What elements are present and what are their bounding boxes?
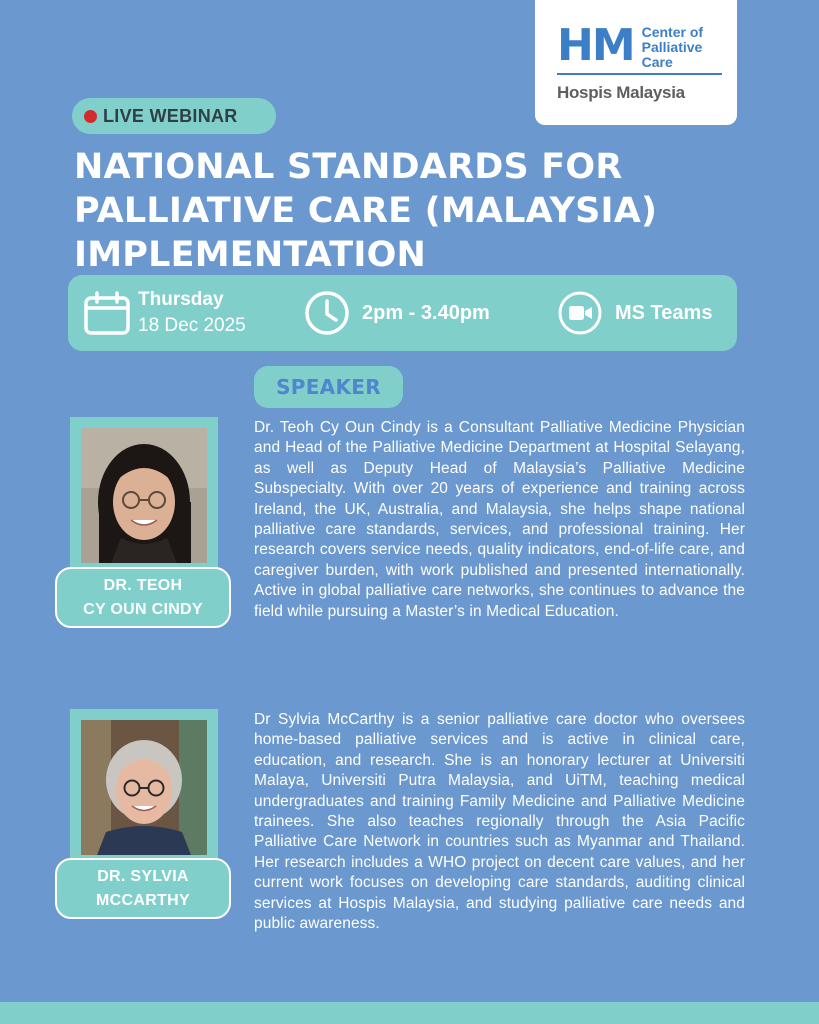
speaker-section-label: SPEAKER [254, 366, 403, 408]
bottom-strip [0, 1002, 819, 1024]
logo-card [535, 0, 737, 125]
event-platform-value: MS Teams [615, 301, 713, 324]
event-day: Thursday [138, 289, 224, 310]
logo-mark: HM [557, 20, 634, 71]
logo-divider [557, 73, 722, 75]
speaker-name-line2: MCCARTHY [96, 891, 190, 909]
event-date [84, 275, 246, 351]
live-dot-icon [84, 110, 97, 123]
speaker-name-badge [55, 858, 231, 919]
event-info-bar [68, 275, 737, 351]
logo-subtitle: Hospis Malaysia [557, 83, 685, 102]
video-camera-icon [557, 290, 603, 336]
event-time [304, 275, 490, 351]
speaker-bio: Dr. Teoh Cy Oun Cindy is a Consultant Palliative Medicine Physician and Head of the Palliative Medicine Department at Hospital Selayang, as well as Deputy Head of Malaysia’s Palliative Medicine Subspecialty. With over 20 years of experience and training across Ireland, the UK, Australia, and Malaysia, she helps shape national palliative care standards, services, and professional training. Her research covers service needs, quality indicators, end-of-life care, and caregiver burden, with work published and presented internationally. Active in global palliative care networks, she continues to advance the field while pursuing a Master’s in Medical Education. [254, 419, 745, 620]
logo-side-line3: Care [641, 54, 673, 70]
title-line-2: PALLIATIVE CARE (MALAYSIA) [74, 191, 658, 231]
speaker-portrait-illustration [81, 428, 207, 563]
logo-side-line1: Center of [641, 24, 704, 40]
event-platform [557, 275, 712, 351]
logo-row [557, 22, 723, 70]
speaker-photo-frame [70, 417, 218, 574]
speaker-name-line2: CY OUN CINDY [83, 600, 203, 618]
event-title [74, 145, 754, 277]
clock-icon [304, 290, 350, 336]
event-date-value: 18 Dec 2025 [138, 315, 246, 336]
speaker-bio: Dr Sylvia McCarthy is a senior palliative care doctor who oversees home-based palliative services and is active in clinical care, education, and research. She is an honorary lecturer at Universiti Malaya, Universiti Putra Malaysia, and UiTM, teaching medical undergraduates and training Family Medicine and Palliative Medicine trainees. She also teaches regionally through the Asia Pacific Palliative Care Network in countries such as Myanmar and Thailand. Her research includes a WHO project on decent care values, and her current work focuses on developing care standards, auditing clinical services at Hospis Malaysia, and studying palliative care needs and public awareness. [254, 711, 745, 933]
speaker-name-line1: DR. TEOH [103, 576, 183, 594]
logo-side-line2: Palliative [641, 39, 703, 55]
speaker-portrait-illustration [81, 720, 207, 855]
live-webinar-label: LIVE WEBINAR [103, 105, 238, 126]
calendar-icon [84, 291, 130, 335]
speaker-photo [81, 720, 207, 855]
speaker-name-badge [55, 567, 231, 628]
title-line-1: NATIONAL STANDARDS FOR [74, 147, 623, 187]
speaker-photo [81, 428, 207, 563]
title-line-3: IMPLEMENTATION [74, 235, 427, 275]
event-time-value: 2pm - 3.40pm [362, 301, 490, 324]
logo-side-text [642, 22, 703, 70]
live-webinar-badge [72, 98, 276, 134]
speaker-photo-frame [70, 709, 218, 866]
speaker-name-line1: DR. SYLVIA [97, 867, 189, 885]
event-date-text [138, 289, 246, 337]
